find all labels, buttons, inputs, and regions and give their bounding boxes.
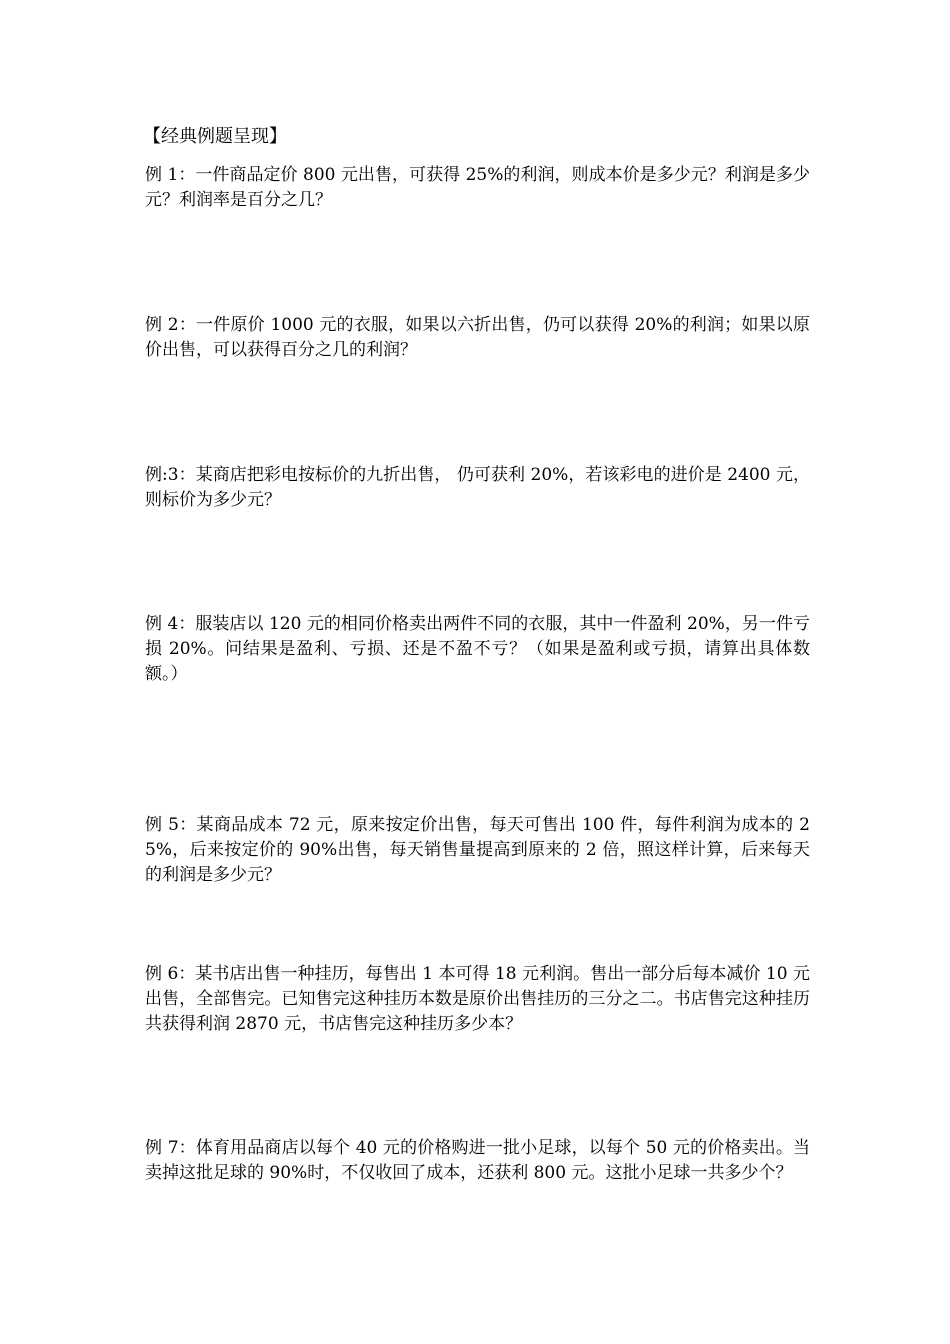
example-problem-3: 例:3：某商店把彩电按标价的九折出售， 仍可获利 20%，若该彩电的进价是 2400 元，则标价为多少元？ [145,465,810,510]
example-problem-1: 例 1：一件商品定价 800 元出售，可获得 25%的利润，则成本价是多少元？利润是多少元？利润率是百分之几？ [145,165,810,210]
example-problem-2: 例 2：一件原价 1000 元的衣服，如果以六折出售，仍可以获得 20%的利润；如果以原价出售，可以获得百分之几的利润？ [145,315,810,360]
example-problem-5: 例 5：某商品成本 72 元，原来按定价出售，每天可售出 100 件，每件利润为成本的 25%，后来按定价的 90%出售，每天销售量提高到原来的 2 倍，照这样计算，后来每天的利润是多少元？ [145,815,810,885]
example-problem-6: 例 6：某书店出售一种挂历，每售出 1 本可得 18 元利润。售出一部分后每本减价 10 元出售，全部售完。已知售完这种挂历本数是原价出售挂历的三分之二。书店售完这种挂历共获得利润 2870 元，书店售完这种挂历多少本？ [145,964,810,1034]
example-problem-4: 例 4：服装店以 120 元的相同价格卖出两件不同的衣服，其中一件盈利 20%，另一件亏损 20%。问结果是盈利、亏损、还是不盈不亏？（如果是盈利或亏损，请算出具体数额。） [145,614,810,684]
section-heading: 【经典例题呈现】 [143,126,287,147]
example-problem-7: 例 7：体育用品商店以每个 40 元的价格购进一批小足球，以每个 50 元的价格卖出。当卖掉这批足球的 90%时，不仅收回了成本，还获利 800 元。这批小足球一共多少个？ [145,1138,810,1183]
